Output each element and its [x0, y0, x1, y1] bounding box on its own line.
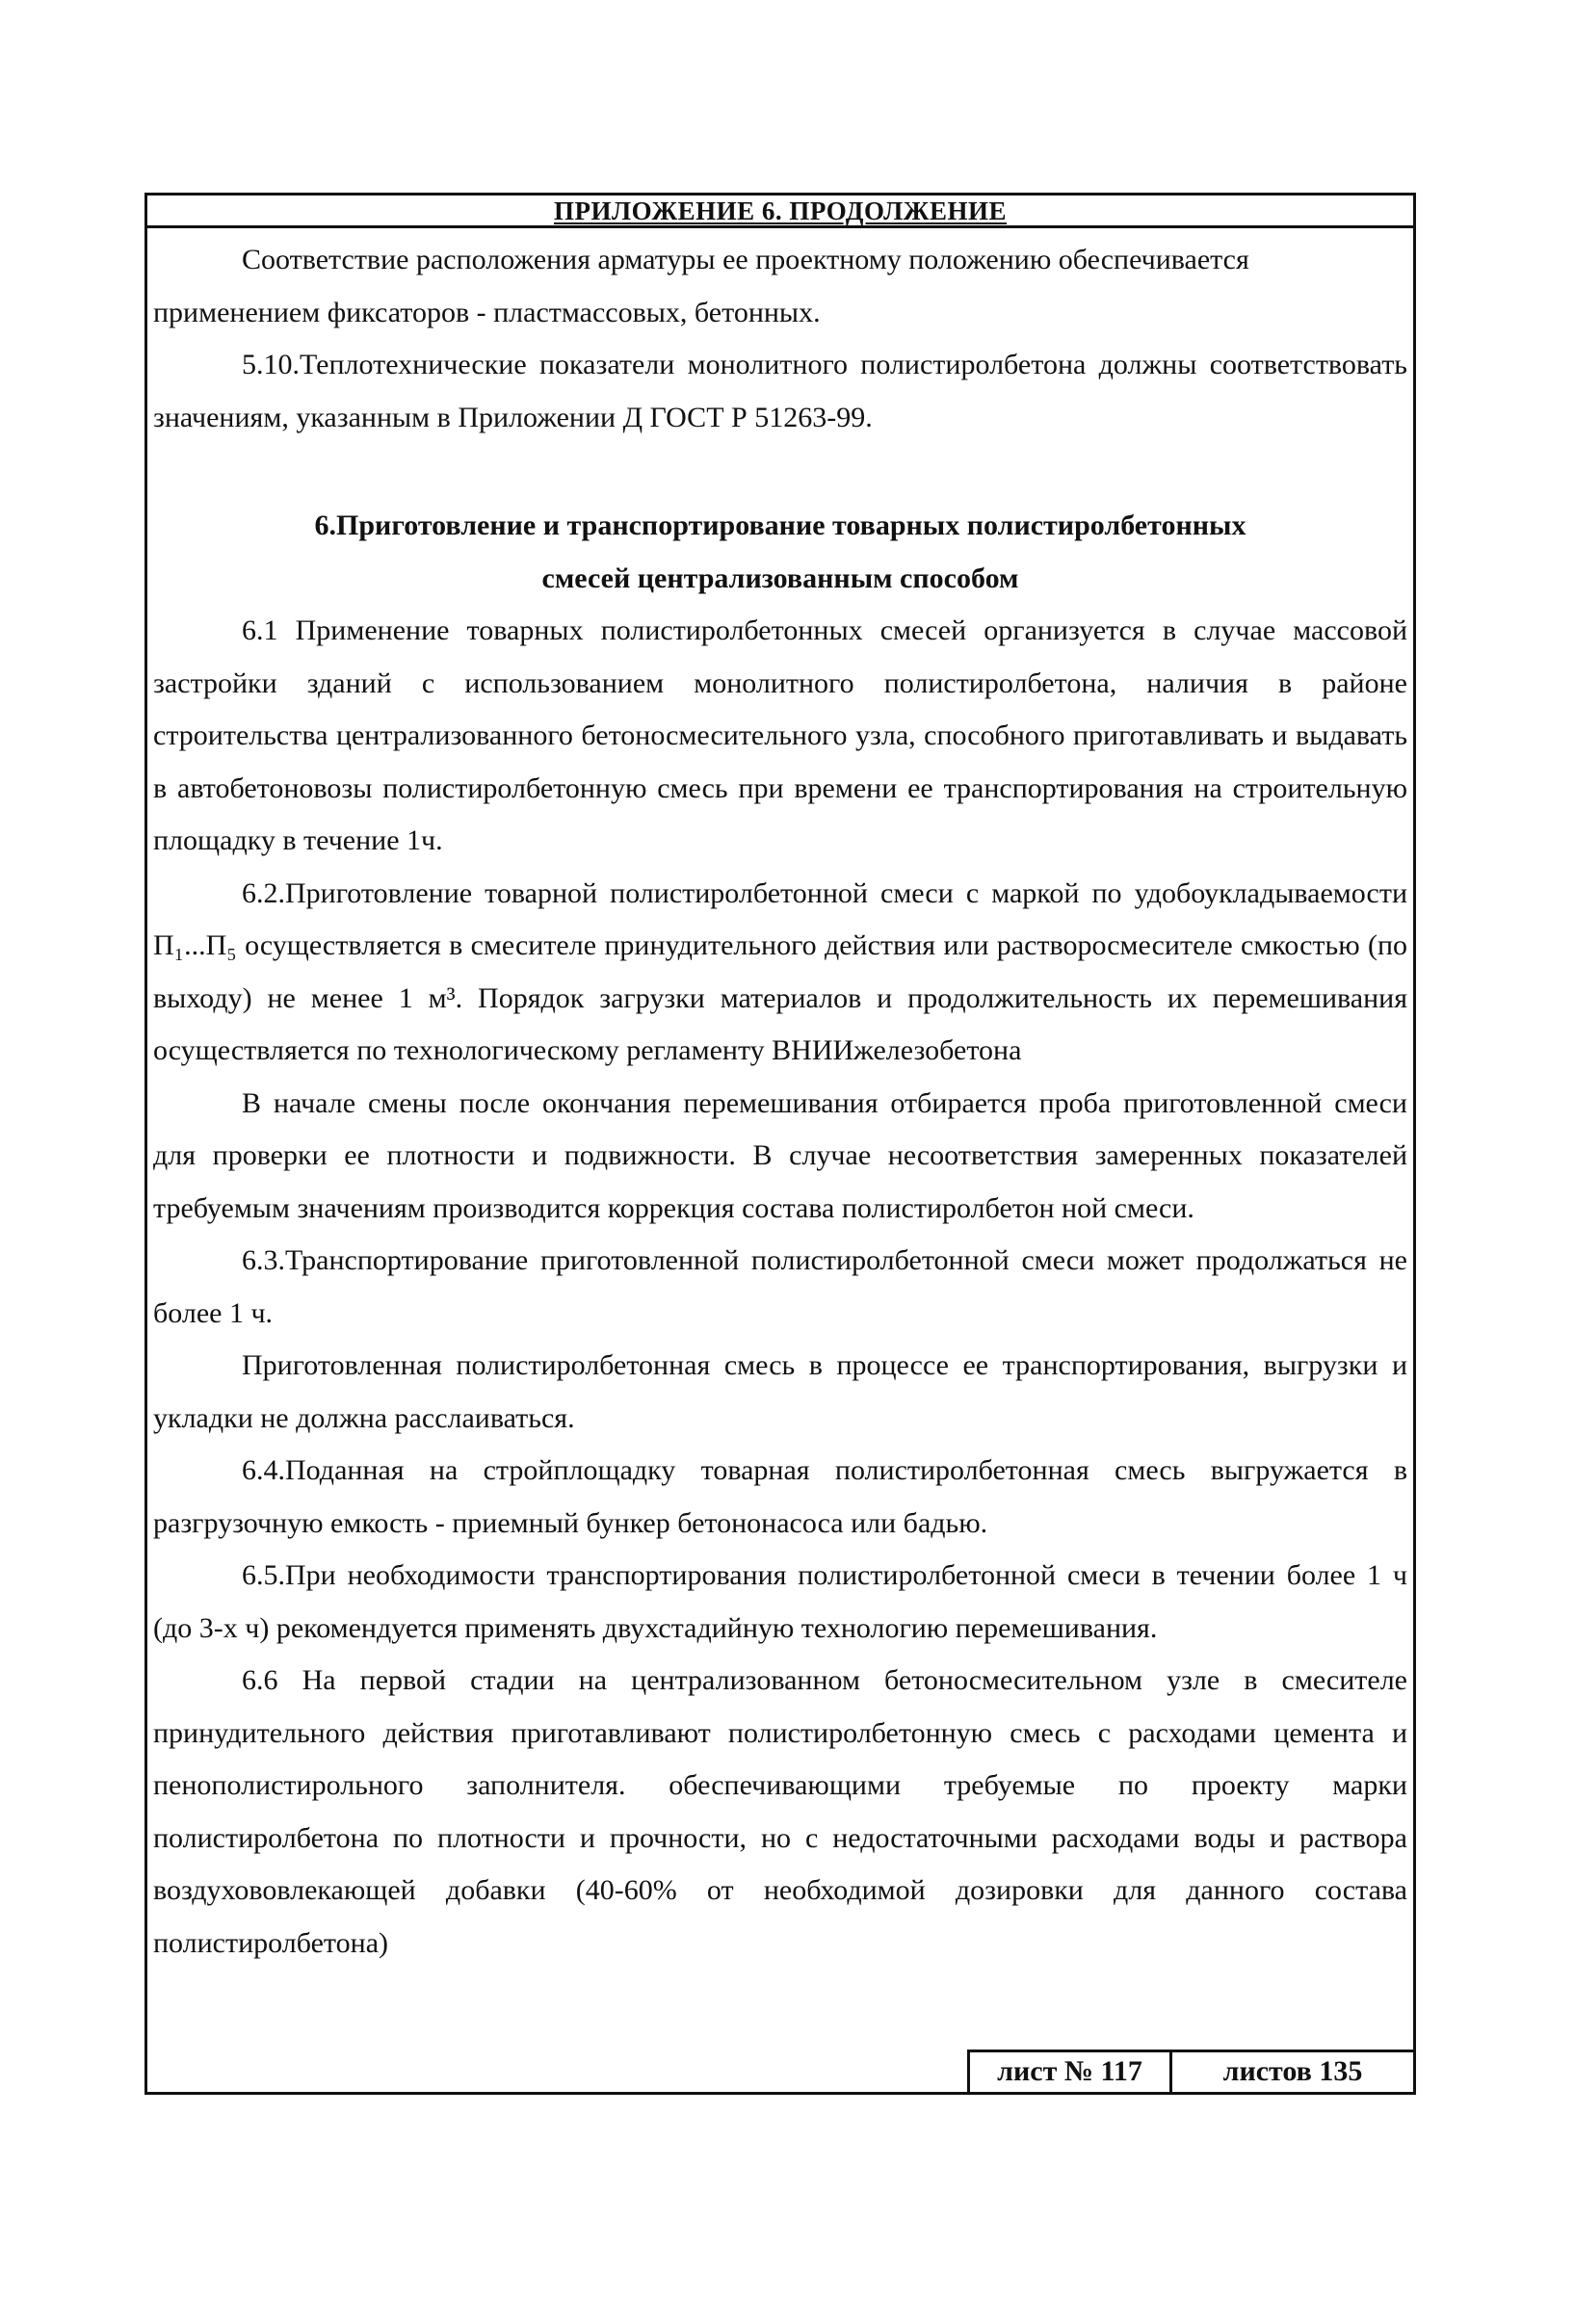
paragraph-6-3: 6.3.Транспортирование приготовленной полистиролбетонной смеси может продолжаться не более 1 ч. — [153, 1244, 1407, 1329]
section-gap — [153, 444, 1407, 500]
appendix-header-title: ПРИЛОЖЕНИЕ 6. ПРОДОЛЖЕНИЕ — [554, 196, 1007, 225]
sheet-number: лист № 117 — [970, 2052, 1172, 2092]
paragraph-placement-line2: применением фиксаторов - пластмассовых, бетонных. — [153, 296, 821, 328]
paragraph-no-segregation: Приготовленная полистиролбетонная смесь в процессе ее транспортирования, выгрузки и укладки не должна расслаиваться. — [153, 1349, 1407, 1434]
paragraph-5-10: 5.10.Теплотехнические показатели монолитного полистиролбетона должны соответствовать значениям, указанным в Приложении Д ГОСТ Р 51263-99. — [153, 349, 1407, 433]
paragraph-6-1: 6.1 Применение товарных полистиролбетонных смесей организуется в случае массовой застройки зданий с использованием монолитного полистиролбетона, наличия в районе строительства централизованного бетоносмесительного узла, способного приготавливать и выдавать в автобетоновозы полистиролбетонную смесь при времени ее транспортирования на строительную площадку в течение 1ч. — [153, 614, 1407, 856]
appendix-header — [147, 196, 1413, 228]
paragraph-6-4: 6.4.Поданная на стройплощадку товарная полистиролбетонная смесь выгружается в разгрузочную емкость - приемный бункер бетононасоса или бадью. — [153, 1454, 1407, 1539]
document-frame — [144, 193, 1416, 2095]
paragraph-placement-line1: Соответствие расположения арматуры ее проектному положению обеспечивается — [242, 244, 1249, 275]
paragraph-6-2: 6.2.Приготовление товарной полистиролбетонной смеси с маркой по удобоукладываемости П₁...П₅ осуществляется в смесителе принудительного действия или растворосмесителе смкостью (по выходу) не менее 1 м³. Порядок загрузки материалов и продолжительность их перемешивания осуществляется по технологическому регламенту ВНИИжелезобетона — [153, 876, 1407, 1066]
sheets-total: листов 135 — [1222, 2055, 1363, 2087]
paragraph-shift-start: В начале смены после окончания перемешивания отбирается проба приготовленной смеси для проверки ее плотности и подвижности. В случае несоответствия замеренных показателей требуемым значениям производится коррекция состава полистиролбетон ной смеси. — [153, 1086, 1407, 1224]
section-title-line1: 6.Приготовление и транспортирование товарных полистиролбетонных — [314, 509, 1246, 541]
paragraph-6-5: 6.5.При необходимости транспортирования полистиролбетонной смеси в течении более 1 ч (до 3-х ч) рекомендуется применять двухстадийную технологию перемешивания. — [153, 1559, 1407, 1644]
section-title-line2: смесей централизованным способом — [541, 561, 1019, 594]
paragraph-6-6: 6.6 На первой стадии на централизованном бетоносмесительном узле в смесителе принудительного действия приготавливают полистиролбетонную смесь с расходами цемента и пенополистирольного заполнителя. обеспечивающими требуемые по проекту марки полистиролбетона по плотности и прочности, но с недостаточными расходами воды и раствора воздухововлекающей добавки (40-60% от необходимой дозировки для данного состава полистиролбетона) — [153, 1664, 1407, 1959]
document-body — [147, 234, 1413, 1970]
sheet-footer — [967, 2050, 1413, 2092]
